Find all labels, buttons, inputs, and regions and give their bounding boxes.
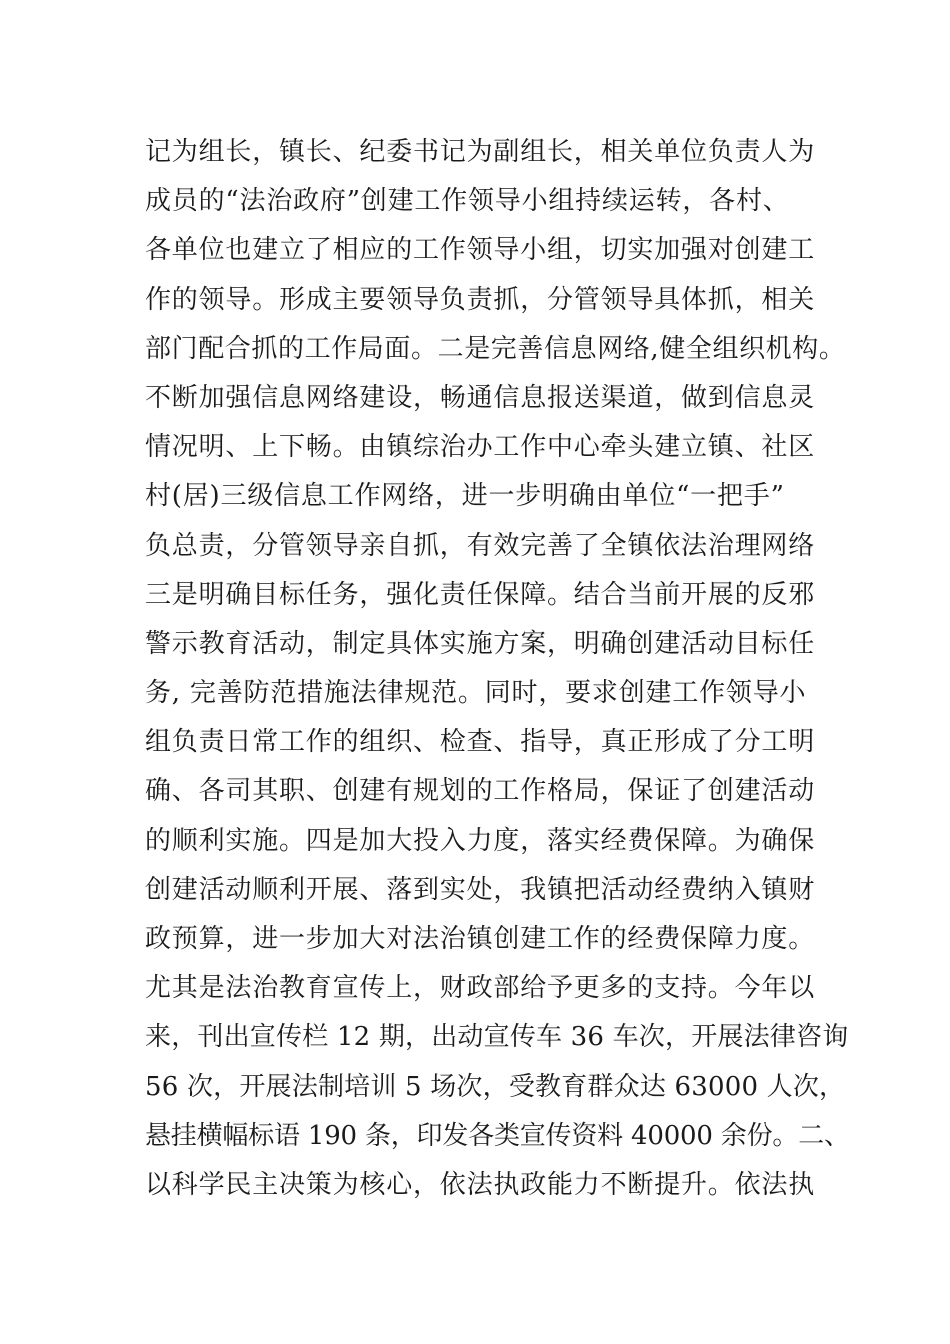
text-line-6: 不断加强信息网络建设，畅通信息报送渠道，做到信息灵	[145, 382, 816, 413]
text-line-4: 作的领导。形成主要领导负责抓，分管领导具体抓，相关	[145, 284, 816, 315]
body-text	[145, 128, 850, 1210]
text-line-13: 组负责日常工作的组织、检查、指导，真正形成了分工明	[145, 727, 816, 758]
text-line-22: 以科学民主决策为核心，依法执政能力不断提升。依法执	[145, 1169, 816, 1200]
text-line-12: 务, 完善防范措施法律规范。同时，要求创建工作领导小	[145, 678, 807, 709]
text-line-19: 来，刊出宣传栏 12 期，出动宣传车 36 车次，开展法律咨询	[145, 1022, 849, 1053]
text-line-9: 负总责，分管领导亲自抓，有效完善了全镇依法治理网络	[145, 530, 816, 561]
text-line-14: 确、各司其职、创建有规划的工作格局，保证了创建活动	[145, 776, 816, 807]
text-line-5: 部门配合抓的工作局面。二是完善信息网络,健全组织机构。	[145, 333, 846, 364]
text-line-11: 警示教育活动，制定具体实施方案，明确创建活动目标任	[145, 628, 816, 659]
text-line-21: 悬挂横幅标语 190 条，印发各类宣传资料 40000 余份。二、	[145, 1120, 850, 1151]
text-line-18: 尤其是法治教育宣传上，财政部给予更多的支持。今年以	[145, 973, 816, 1004]
text-line-7: 情况明、上下畅。由镇综治办工作中心牵头建立镇、社区	[145, 432, 816, 463]
text-line-1: 记为组长，镇长、纪委书记为副组长，相关单位负责人为	[145, 137, 816, 167]
text-line-17: 政预算，进一步加大对法治镇创建工作的经费保障力度。	[145, 924, 816, 954]
text-line-10: 三是明确目标任务，强化责任保障。结合当前开展的反邪	[145, 579, 816, 610]
text-line-15: 的顺利实施。四是加大投入力度，落实经费保障。为确保	[145, 825, 816, 856]
text-line-2: 成员的“法治政府”创建工作领导小组持续运转，各村、	[145, 186, 790, 217]
text-line-3: 各单位也建立了相应的工作领导小组，切实加强对创建工	[145, 235, 816, 266]
text-line-20: 56 次，开展法制培训 5 场次，受教育群众达 63000 人次，	[145, 1071, 846, 1102]
text-line-8: 村(居)三级信息工作网络，进一步明确由单位“一把手”	[145, 481, 785, 512]
text-line-16: 创建活动顺利开展、落到实处，我镇把活动经费纳入镇财	[145, 874, 816, 905]
